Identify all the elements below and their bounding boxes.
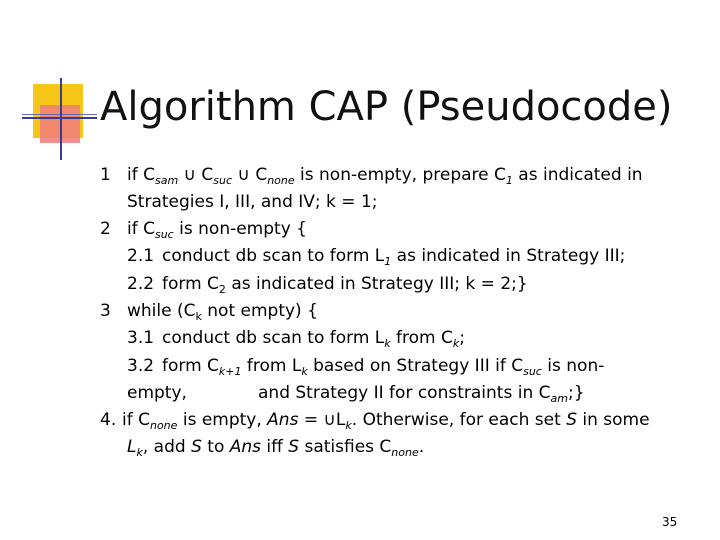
- step-number: 2.2: [127, 274, 155, 294]
- pseudocode-line: conduct db scan to form $L_1$ as indicated in Strategy III;: [162, 246, 626, 268]
- pseudocode-line: and Strategy II for constraints in $C_{am}$;}: [258, 383, 585, 405]
- step-number: 4.: [100, 410, 117, 430]
- pseudocode-line: if $C_{suc}$ is non-empty {: [127, 219, 307, 241]
- logo-vertical-line: [60, 78, 62, 160]
- pseudocode-line: $L_k$, add S to Ans iff S satisfies $C_{none}$.: [127, 437, 425, 459]
- step-number: 2: [100, 219, 111, 239]
- step-number: 3: [100, 301, 111, 321]
- pseudocode-line: conduct db scan to form $L_k$ from $C_k$;: [162, 328, 466, 350]
- step-number: 3.1: [127, 328, 155, 348]
- pseudocode-line: empty,: [127, 383, 187, 403]
- pseudocode-line: while ($C_k$ not empty) {: [127, 301, 318, 323]
- step-number: 2.1: [127, 246, 155, 266]
- step-number: 3.2: [127, 356, 155, 376]
- pseudocode-line: form $C_2$ as indicated in Strategy III; k = 2;}: [162, 274, 528, 296]
- page-number: 35: [662, 515, 678, 529]
- pseudocode-line: if $C_{sam}$ ∪ $C_{suc}$ ∪ $C_{none}$ is non-empty, prepare $C_1$ as indicated in: [127, 165, 643, 187]
- pseudocode-line: form $C_{k+1}$ from $L_k$ based on Strategy III if $C_{suc}$ is non-: [162, 356, 605, 378]
- pseudocode-line: Strategies I, III, and IV; k = 1;: [127, 192, 378, 212]
- step-number: 1: [100, 165, 111, 185]
- slide-title: Algorithm CAP (Pseudocode): [100, 84, 673, 130]
- pseudocode-line: if $C_{none}$ is empty, Ans = $\cup L_k$. Otherwise, for each set S in some: [122, 410, 650, 432]
